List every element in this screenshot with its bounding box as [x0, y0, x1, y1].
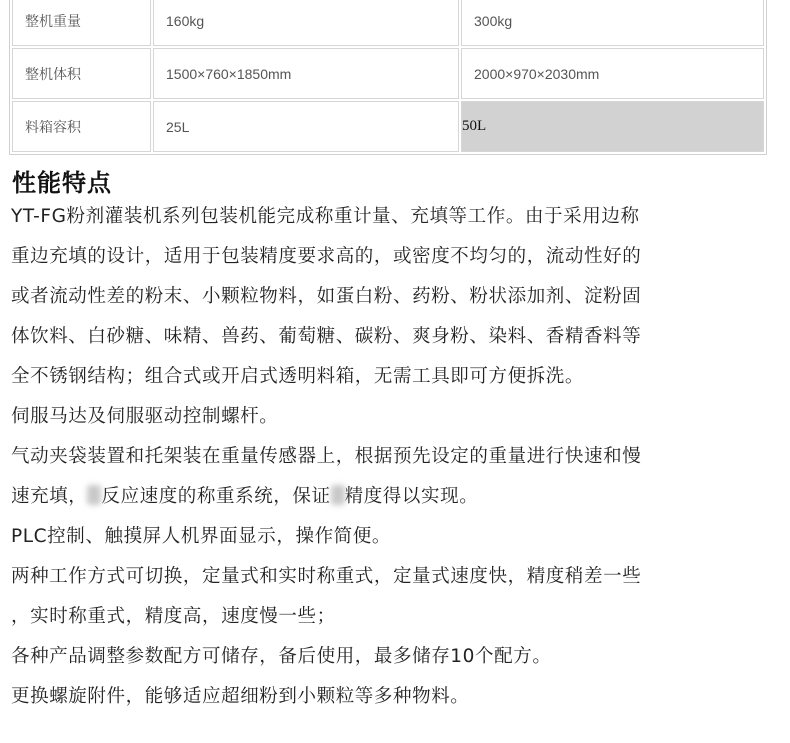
spec-value: 160kg — [153, 0, 459, 46]
blurred-char — [331, 485, 345, 505]
text-line: 重边充填的设计，适用于包装精度要求高的，或密度不均匀的，流动性好的 — [11, 246, 642, 267]
spec-table — [9, 0, 767, 155]
text-line: 各种产品调整参数配方可储存，备后使用，最多储存10个配方。 — [11, 646, 552, 667]
text-fragment: 反应速度的称重系统，保证 — [101, 486, 331, 507]
table-row — [12, 101, 764, 152]
text-line: 体饮料、白砂糖、味精、兽药、葡萄糖、碳粉、爽身粉、染料、香精香料等 — [11, 326, 642, 347]
spec-value: 25L — [153, 101, 459, 152]
table-row — [12, 48, 764, 99]
section-title: 性能特点 — [12, 169, 112, 197]
text-line: PLC控制、触摸屏人机界面显示，操作简便。 — [11, 526, 391, 547]
text-line: 两种工作方式可切换，定量式和实时称重式，定量式速度快，精度稍差一些 — [11, 566, 642, 587]
blurred-char — [87, 485, 101, 505]
spec-label: 料箱容积 — [12, 101, 151, 152]
spec-value-highlighted: 50L — [461, 101, 764, 152]
feature-text — [11, 197, 786, 717]
text-fragment: 精度得以实现。 — [344, 486, 479, 507]
text-line: 气动夹袋装置和托架装在重量传感器上，根据预先设定的重量进行快速和慢 — [11, 446, 642, 467]
text-line-blurred — [11, 477, 786, 517]
spec-value: 300kg — [461, 0, 764, 46]
spec-value: 2000×970×2030mm — [461, 48, 764, 99]
text-line: 或者流动性差的粉末、小颗粒物料，如蛋白粉、药粉、粉状添加剂、淀粉固 — [11, 286, 642, 307]
spec-label: 整机重量 — [12, 0, 151, 46]
table-row — [12, 0, 764, 46]
text-line: 全不锈钢结构；组合式或开启式透明料箱，无需工具即可方便拆洗。 — [11, 366, 585, 387]
text-fragment: 速充填， — [11, 486, 88, 507]
text-line: YT-FG粉剂灌装机系列包装机能完成称重计量、充填等工作。由于采用边称 — [11, 206, 640, 227]
text-line: 更换螺旋附件，能够适应超细粉到小颗粒等多种物料。 — [11, 686, 470, 707]
text-line: ，实时称重式，精度高，速度慢一些； — [11, 606, 336, 627]
text-line: 伺服马达及伺服驱动控制螺杆。 — [11, 406, 279, 427]
spec-value: 1500×760×1850mm — [153, 48, 459, 99]
spec-label: 整机体积 — [12, 48, 151, 99]
